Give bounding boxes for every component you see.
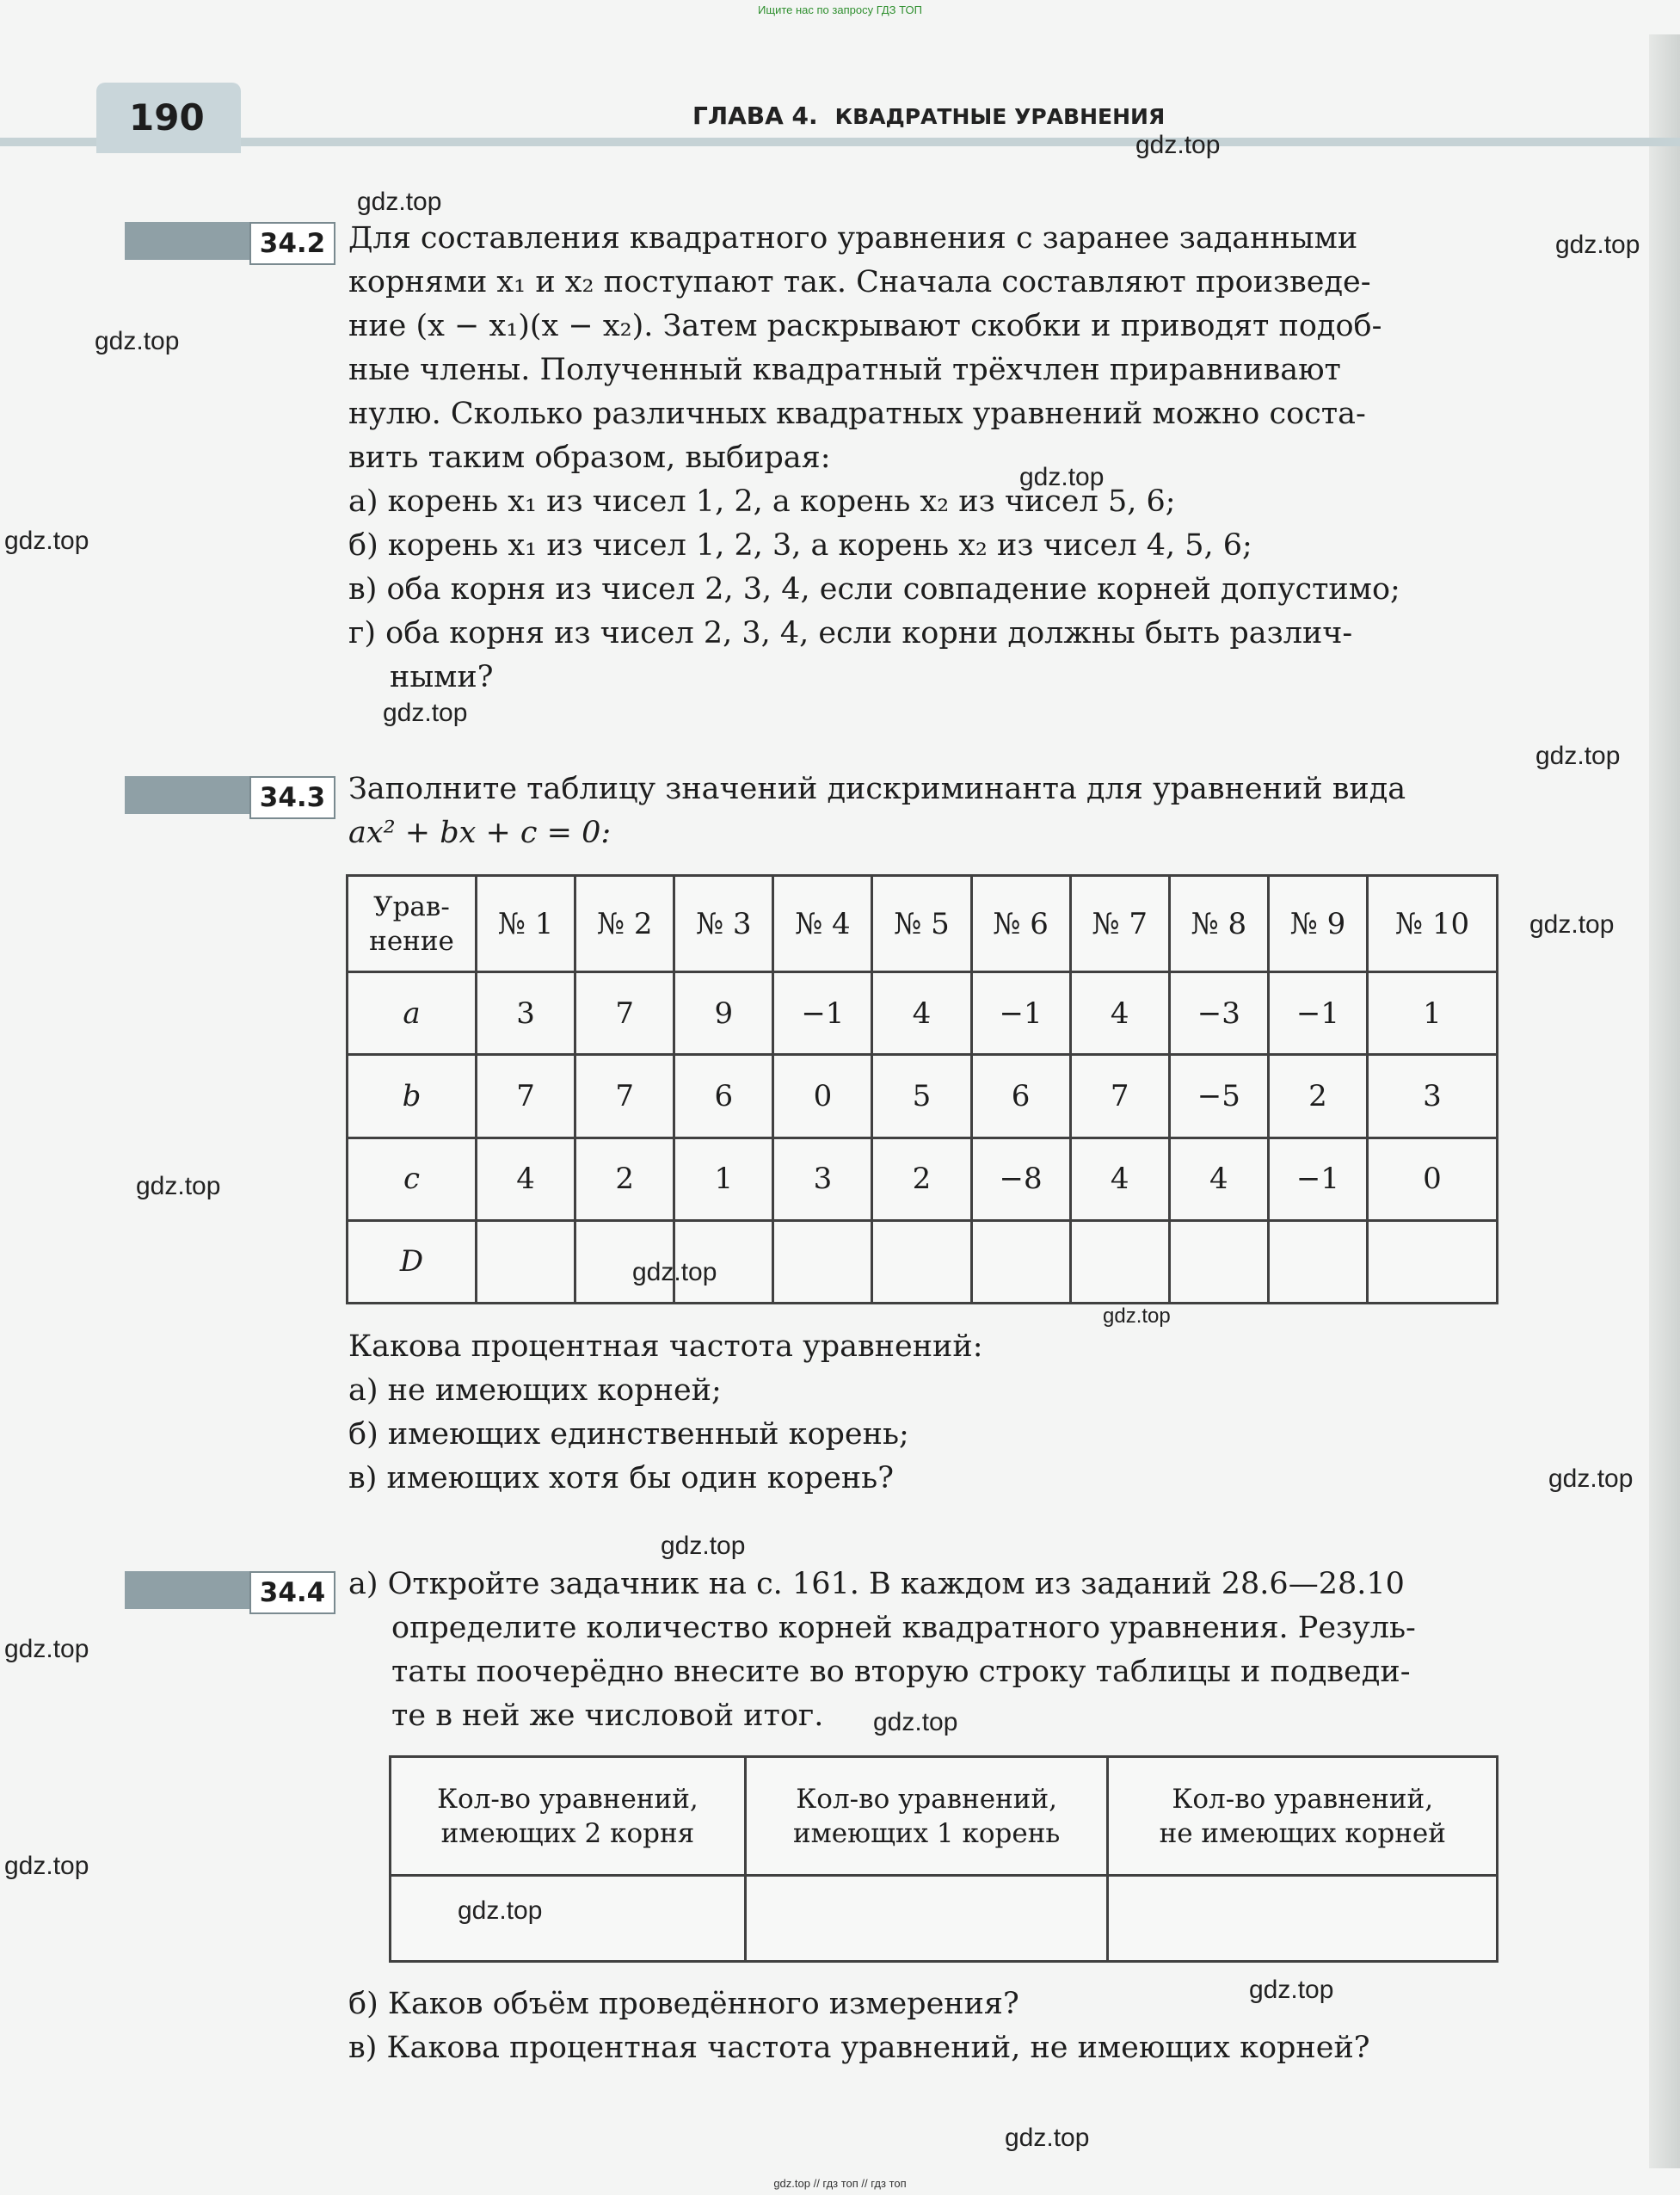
- discriminant-table: [346, 874, 1498, 1304]
- watermark: gdz.top: [383, 699, 468, 727]
- row-label: c: [348, 1138, 477, 1220]
- watermark: gdz.top: [4, 1852, 89, 1880]
- table-cell: 2: [1268, 1055, 1367, 1138]
- table-header-cell: № 2: [575, 876, 674, 972]
- task-number-34-4: 34.4: [249, 1571, 335, 1614]
- table-cell: 0: [1367, 1138, 1497, 1220]
- question-line: а) не имеющих корней;: [348, 1373, 722, 1408]
- text-line: ные члены. Полученный квадратный трёхчлен приравнивают: [348, 353, 1341, 387]
- list-item: б) корень x₁ из чисел 1, 2, 3, а корень x₂ из чисел 4, 5, 6;: [348, 528, 1252, 563]
- table-cell: 1: [1367, 972, 1497, 1055]
- text-line: Для составления квадратного уравнения с заранее заданными: [348, 221, 1358, 256]
- table-header-cell: Кол-во уравнений, не имеющих корней: [1108, 1757, 1498, 1876]
- table-header-cell: № 3: [674, 876, 773, 972]
- table-row: [348, 1138, 1498, 1220]
- bottom-note: gdz.top // гдз топ // гдз топ: [773, 2177, 907, 2190]
- watermark: gdz.top: [4, 527, 89, 555]
- chapter-title: КВАДРАТНЫЕ УРАВНЕНИЯ: [834, 104, 1166, 129]
- equation-form: ax² + bx + c = 0:: [348, 816, 612, 850]
- table-cell: 3: [1367, 1055, 1497, 1138]
- table-header-cell: № 10: [1367, 876, 1497, 972]
- text-line: корнями x₁ и x₂ поступают так. Сначала составляют произведе-: [348, 265, 1371, 299]
- watermark: gdz.top: [136, 1172, 221, 1200]
- question-line: б) Каков объём проведённого измерения?: [348, 1987, 1019, 2021]
- table-cell: 6: [674, 1055, 773, 1138]
- table-cell-empty[interactable]: [971, 1220, 1070, 1303]
- table-cell: −3: [1169, 972, 1268, 1055]
- table-cell-empty[interactable]: [1169, 1220, 1268, 1303]
- table-cell-empty[interactable]: [1268, 1220, 1367, 1303]
- row-label: D: [348, 1220, 477, 1303]
- watermark: gdz.top: [1548, 1464, 1634, 1493]
- table-cell: 1: [674, 1138, 773, 1220]
- watermark: gdz.top: [1103, 1304, 1171, 1328]
- page-edge-shadow: [1649, 34, 1680, 2168]
- header-rule: [0, 138, 1680, 146]
- question-line: б) имеющих единственный корень;: [348, 1417, 909, 1452]
- row-label: b: [348, 1055, 477, 1138]
- table-cell: 7: [575, 1055, 674, 1138]
- table-cell: −1: [773, 972, 872, 1055]
- table-row: [391, 1876, 1498, 1962]
- table-cell: 6: [971, 1055, 1070, 1138]
- table-header-cell: Урав- нение: [348, 876, 477, 972]
- task-34-3-questions: [348, 1325, 1501, 1501]
- text-line: таты поочерёдно внесите во вторую строку таблицы и подведи-: [391, 1655, 1411, 1689]
- table-cell: 5: [872, 1055, 971, 1138]
- table-cell-empty[interactable]: [1108, 1876, 1498, 1962]
- task-number-34-3: 34.3: [249, 776, 335, 819]
- table-cell: 2: [872, 1138, 971, 1220]
- table-header-cell: № 9: [1268, 876, 1367, 972]
- table-cell: 3: [773, 1138, 872, 1220]
- watermark: gdz.top: [458, 1896, 543, 1925]
- task-34-2-text: [348, 217, 1501, 700]
- table-cell: 4: [1169, 1138, 1268, 1220]
- watermark: gdz.top: [1555, 231, 1640, 259]
- watermark: gdz.top: [4, 1635, 89, 1663]
- text-line: ние (x − x₁)(x − x₂). Затем раскрывают скобки и приводят подоб-: [348, 309, 1382, 343]
- question-line: Какова процентная частота уравнений:: [348, 1329, 983, 1364]
- table-header-cell: № 6: [971, 876, 1070, 972]
- table-header-cell: № 7: [1070, 876, 1169, 972]
- row-label: a: [348, 972, 477, 1055]
- table-header-cell: № 4: [773, 876, 872, 972]
- top-note: Ищите нас по запросу ГДЗ ТОП: [758, 3, 922, 16]
- text-line: а) Откройте задачник на с. 161. В каждом из заданий 28.6—28.10: [348, 1567, 1405, 1601]
- table-cell: 0: [773, 1055, 872, 1138]
- table-header-row: [391, 1757, 1498, 1876]
- list-item: г) оба корня из чисел 2, 3, 4, если корни должны быть различ-: [348, 616, 1353, 650]
- table-cell: 7: [477, 1055, 575, 1138]
- text-line: нулю. Сколько различных квадратных уравнений можно соста-: [348, 397, 1366, 431]
- text-line: определите количество корней квадратного уравнения. Резуль-: [391, 1611, 1416, 1645]
- chapter-label: ГЛАВА 4.: [692, 102, 818, 130]
- table-cell-empty[interactable]: [1367, 1220, 1497, 1303]
- question-line: в) имеющих хотя бы один корень?: [348, 1461, 894, 1495]
- watermark: gdz.top: [1019, 463, 1105, 491]
- question-line: в) Какова процентная частота уравнений, не имеющих корней?: [348, 2031, 1370, 2065]
- table-cell: 9: [674, 972, 773, 1055]
- watermark: gdz.top: [1535, 742, 1621, 770]
- table-cell-empty[interactable]: [477, 1220, 575, 1303]
- table-cell: 2: [575, 1138, 674, 1220]
- table-cell: 4: [477, 1138, 575, 1220]
- watermark: gdz.top: [661, 1532, 746, 1560]
- list-item: а) корень x₁ из чисел 1, 2, а корень x₂ из чисел 5, 6;: [348, 484, 1176, 519]
- table-cell: −1: [1268, 972, 1367, 1055]
- table-cell-empty[interactable]: [1070, 1220, 1169, 1303]
- task-number-34-2: 34.2: [249, 222, 335, 265]
- watermark: gdz.top: [1005, 2124, 1090, 2152]
- table-header-cell: № 8: [1169, 876, 1268, 972]
- list-item: ными?: [390, 660, 494, 694]
- table-cell: 4: [872, 972, 971, 1055]
- table-header-cell: № 5: [872, 876, 971, 972]
- table-cell: −5: [1169, 1055, 1268, 1138]
- page-number: 190: [129, 96, 205, 139]
- task-34-4-questions: [348, 1982, 1518, 2070]
- table-cell-empty[interactable]: [745, 1876, 1108, 1962]
- watermark: gdz.top: [357, 188, 442, 216]
- table-cell: 3: [477, 972, 575, 1055]
- table-cell-empty[interactable]: [872, 1220, 971, 1303]
- text-line: те в ней же числовой итог.: [391, 1699, 824, 1733]
- text-line: вить таким образом, выбирая:: [348, 441, 831, 475]
- task-34-3-text: [348, 768, 1501, 855]
- chapter-heading: [692, 102, 1165, 130]
- list-item: в) оба корня из чисел 2, 3, 4, если совпадение корней допустимо;: [348, 572, 1400, 607]
- watermark: gdz.top: [1249, 1976, 1334, 2004]
- table-cell: 4: [1070, 972, 1169, 1055]
- table-cell: −1: [971, 972, 1070, 1055]
- table-header-cell: Кол-во уравнений, имеющих 2 корня: [391, 1757, 746, 1876]
- table-cell-empty[interactable]: [391, 1876, 746, 1962]
- table-header-cell: № 1: [477, 876, 575, 972]
- watermark: gdz.top: [1135, 131, 1221, 159]
- text-line: Заполните таблицу значений дискриминанта для уравнений вида: [348, 772, 1406, 806]
- table-cell: 7: [1070, 1055, 1169, 1138]
- table-cell: −8: [971, 1138, 1070, 1220]
- table-row: [348, 1220, 1498, 1303]
- table-row: [348, 1055, 1498, 1138]
- roots-count-table: [389, 1755, 1498, 1963]
- table-cell: 4: [1070, 1138, 1169, 1220]
- table-cell: −1: [1268, 1138, 1367, 1220]
- watermark: gdz.top: [1529, 910, 1615, 939]
- table-cell-empty[interactable]: [773, 1220, 872, 1303]
- table-row: [348, 972, 1498, 1055]
- watermark: gdz.top: [95, 327, 180, 355]
- watermark: gdz.top: [632, 1258, 717, 1286]
- table-cell: 7: [575, 972, 674, 1055]
- table-header-row: [348, 876, 1498, 972]
- table-header-cell: Кол-во уравнений, имеющих 1 корень: [745, 1757, 1108, 1876]
- watermark: gdz.top: [873, 1708, 958, 1736]
